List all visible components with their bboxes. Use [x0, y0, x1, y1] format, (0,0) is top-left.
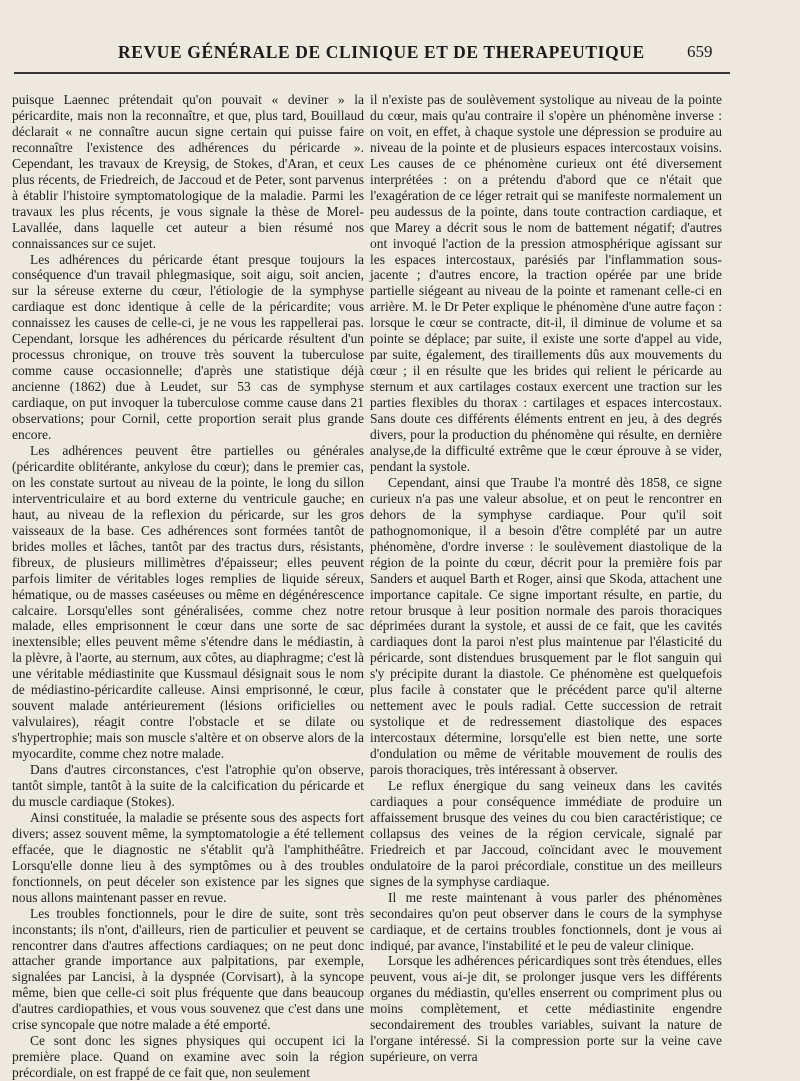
paragraph: Les troubles fonctionnels, pour le dire de suite, sont très inconstants; ils n'ont, d'ailleurs, rien de particulier et peuvent se rencontrer dans d'autres affections cardiaques; on ne peut donc attacher grande importance aux palpitations, par exemple, signalées par Lancisi, à la dyspnée (Corvisart), à la syncope même, bien que celle-ci soit plus fréquente que dans beaucoup d'autres cardiopathies, et vous vous souvenez que c'est dans une crise syncopale que notre malade a été emporté. [12, 905, 364, 1033]
paragraph: il n'existe pas de soulèvement systolique au niveau de la pointe du cœur, mais qu'au contraire il s'opère un phénomène inverse : on voit, en effet, à chaque systole une dépression se produire au niveau de la pointe et de plusieurs espaces intercostaux voisins. Les causes de ce phénomène curieux ont été diversement interprétées : on a prétendu d'abord que ce n'était que l'exagération de ce léger retrait qui se manifeste normalement un peu audessus de la pointe, dans toute contraction cardiaque, et que Marey a décrit sous le nom de battement négatif; d'autres ont invoqué l'action de la pression atmosphérique agissant sur les espaces intercostaux, parésiés par l'inflammation sous-jacente ; d'autres encore, la traction opérée par une bride partielle siégeant au niveau de la pointe et ramenant celle-ci en arrière. M. le Dr Peter explique le phénomène d'une autre façon : lorsque le cœur se contracte, dit-il, il diminue de volume et sa pointe se déplace; par suite, il existe une sorte d'appel au vide, par suite, également, des tiraillements dûs aux mouvements du cœur ; il en résulte que les brides qui relient le péricarde au sternum et aux cartilages costaux exercent une traction sur les parties flexibles du thorax : cartilages et espaces intercostaux. Sans doute ces différents éléments entrent en jeu, à des degrés divers, pour la production du phénomène qui résulte, en dernière analyse,de la difficulté extrême que le cœur éprouve à se vider, pendant la systole. [370, 92, 722, 474]
paragraph: Le reflux énergique du sang veineux dans les cavités cardiaques a pour conséquence immédiate de produire un affaissement brusque des veines du cou bien caractéristique; ce collapsus des veines de la région cervicale, signalé par Friedreich et par Jaccoud, coïncidant avec le mouvement ondulatoire de la paroi précordiale, constitue un des meilleurs signes de la symphyse cardiaque. [370, 777, 722, 889]
running-header [0, 40, 800, 66]
paragraph: puisque Laennec prétendait qu'on pouvait « deviner » la péricardite, mais non la reconnaître, et que, plus tard, Bouillaud déclarait « ne connaître aucun signe certain qui puisse faire reconnaître l'existence des adhérences du péricarde ». Cependant, les travaux de Kreysig, de Stokes, d'Aran, et ceux plus récents, de Friedreich, de Jaccoud et de Peter, sont parvenus à établir l'histoire symptomatologique de la maladie. Parmi les travaux les plus récents, je vous signale la thèse de Morel-Lavallée, dans laquelle cet auteur a bien résumé nos connaissances sur ce sujet. [12, 92, 364, 251]
running-title: REVUE GÉNÉRALE DE CLINIQUE ET DE THERAPEUTIQUE [118, 42, 645, 62]
paragraph: Les adhérences du péricarde étant presque toujours la conséquence d'un travail phlegmasique, soit aigu, soit ancien, sur la séreuse externe du cœur, l'étiologie de la symphyse cardiaque est donc identique à celle de la péricardite; vous connaissez les causes de celle-ci, je ne vous les rappellerai pas. Cependant, lorsque les adhérences du péricarde résultent d'un processus chronique, on trouve très souvent la tuberculose comme cause occasionnelle; d'après une statistique déjà ancienne (1862) due à Leudet, sur 53 cas de symphyse cardiaque, on put invoquer la tuberculose comme cause dans 21 observations; pour Cornil, cette proportion serait plus grande encore. [12, 251, 364, 443]
paragraph: Il me reste maintenant à vous parler des phénomènes secondaires qu'on peut observer dans le cours de la symphyse cardiaque, et de certains troubles fonctionnels, dont je vous ai indiqué, par avance, l'instabilité et le peu de valeur clinique. [370, 889, 722, 953]
paragraph: Les adhérences peuvent être partielles ou générales (péricardite oblitérante, ankylose du cœur); dans le premier cas, on les constate surtout au niveau de la pointe, le long du sillon interventriculaire et au bord externe du ventricule gauche; en haut, au niveau de la reflexion du péricarde, sur les gros vaisseaux de la base. Ces adhérences sont formées tantôt de brides molles et lâches, tantôt par des tractus durs, résistants, fibreux, de plusieurs millimètres d'épaisseur; elles peuvent parfois limiter de véritables loges remplies de liquide séreux, hématique, ou de masses caséeuses ou même en dégénérescence calcaire. Lorsqu'elles sont généralisées, comme chez notre malade, elles emprisonnent le cœur dans une sorte de sac inextensible; elles peuvent même s'étendre dans le médiastin, à la plèvre, à l'aorte, au sternum, aux côtes, au diaphragme; c'est là une véritable médiastinite que Kussmaul désignait sous le nom de médiastino-péricardite calleuse. Ainsi emprisonné, le cœur, souvent malade antérieurement (lésions orificielles ou valvulaires), réagit contre l'obstacle et se dilate ou s'hypertrophie; mais son muscle s'altère et on observe alors de la myocardite, comme chez notre malade. [12, 442, 364, 762]
paragraph: Ainsi constituée, la maladie se présente sous des aspects fort divers; assez souvent même, la symptomatologie a été tellement effacée, que le diagnostic ne s'établit qu'à l'amphithéâtre. Lorsqu'elle donne lieu à des symptômes ou à des troubles fonctionnels, on peut déceler son existence par les signes que nous allons maintenant passer en revue. [12, 809, 364, 905]
right-column [370, 92, 722, 1065]
page-number: 659 [687, 42, 713, 61]
paragraph: Lorsque les adhérences péricardiques sont très étendues, elles peuvent, vous ai-je dit, se prolonger jusque vers les différents organes du médiastin, qu'elles enserrent ou compriment plus ou moins complètement, et cette médiastinite engendre secondairement des troubles variables, suivant la nature de l'organe intéressé. Si la compression porte sur la veine cave supérieure, on verra [370, 953, 722, 1065]
left-column [12, 92, 364, 1081]
paragraph: Dans d'autres circonstances, c'est l'atrophie qu'on observe, tantôt simple, tantôt à la suite de la calcification du péricarde et du muscle cardiaque (Stokes). [12, 762, 364, 809]
paragraph: Ce sont donc les signes physiques qui occupent ici la première place. Quand on examine avec soin la région précordiale, on est frappé de ce fait que, non seulement [12, 1033, 364, 1081]
paragraph: Cependant, ainsi que Traube l'a montré dès 1858, ce signe curieux n'a pas une valeur absolue, et on peut le rencontrer en dehors de la symphyse cardiaque. Pour qu'il soit pathognomonique, il a besoin d'être complété par un autre phénomène, d'ordre inverse : le soulèvement diastolique de la région de la pointe du cœur, décrit pour la première fois par Sanders et auquel Barth et Roger, ainsi que Skoda, attachent une importance capitale. Ce signe important résulte, en partie, du retour brusque à leur position normale des parois thoraciques déprimées durant la systole, et aussi de ce fait, que les cavités cardiaques dont la paroi n'est plus maintenue par l'élasticité du péricarde, sont distendues brusquement par le flot sanguin qui s'y précipite durant la diastole. Ce phénomène est quelquefois plus facile à constater que le précédent parce qu'il alterne nettement avec le pouls radial. Cette succession de retrait systolique et de redressement diastolique des espaces intercostaux détermine, lorsqu'elle est bien nette, une sorte d'ondulation ou même de véritable mouvement de roulis des parois thoraciques, très intéressant à observer. [370, 474, 722, 778]
header-rule [14, 72, 730, 74]
